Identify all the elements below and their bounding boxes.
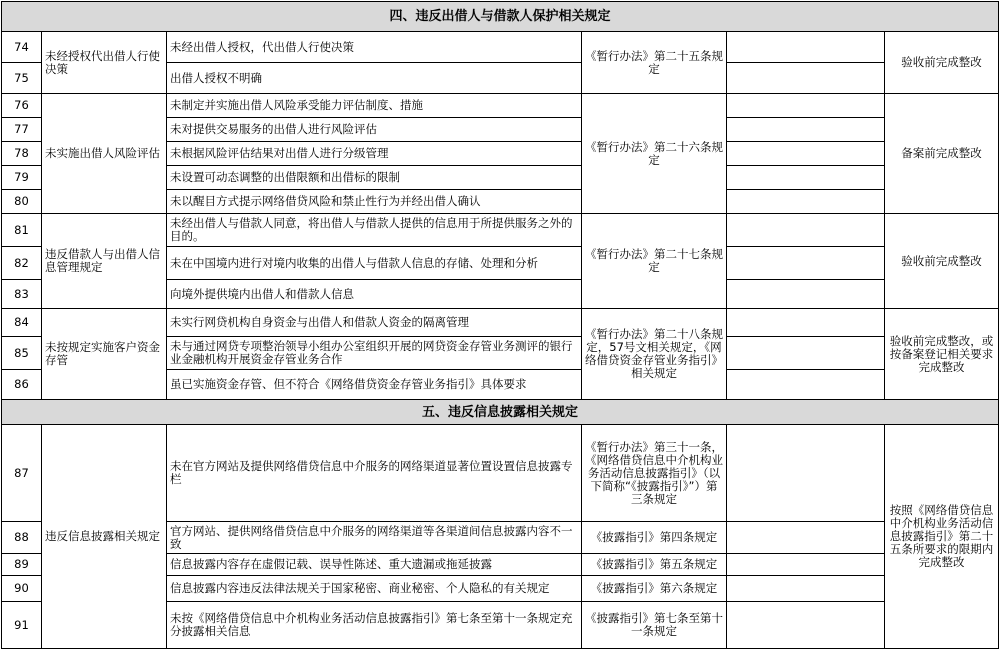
blank-cell [727,522,885,554]
blank-cell [727,142,885,166]
row-number: 75 [2,63,42,94]
basis-cell: 《披露指引》第四条规定 [582,522,727,554]
deadline-cell: 备案前完成整改 [885,94,999,214]
row-number: 77 [2,118,42,142]
description-cell: 信息披露内容违反法律法规关于国家秘密、商业秘密、个人隐私的有关规定 [167,576,582,602]
row-number: 76 [2,94,42,118]
description-cell: 官方网站、提供网络借贷信息中介服务的网络渠道等各渠道间信息披露内容不一致 [167,522,582,554]
description-cell: 未按《网络借贷信息中介机构业务活动信息披露指引》第七条至第十一条规定充分披露相关信息 [167,602,582,649]
description-cell: 虽已实施资金存管、但不符合《网络借贷资金存管业务指引》具体要求 [167,370,582,400]
table-body [2,2,999,649]
row-number: 86 [2,370,42,400]
blank-cell [727,602,885,649]
description-cell: 向境外提供境内出借人和借款人信息 [167,280,582,309]
basis-cell: 《披露指引》第五条规定 [582,554,727,576]
description-cell: 未在中国境内进行对境内收集的出借人与借款人信息的存储、处理和分析 [167,247,582,280]
basis-cell: 《暂行办法》第二十七条规定 [582,214,727,309]
row-number: 80 [2,190,42,214]
blank-cell [727,118,885,142]
category-cell: 违反信息披露相关规定 [42,425,167,649]
basis-cell: 《暂行办法》第二十六条规定 [582,94,727,214]
blank-cell [727,280,885,309]
row-number: 85 [2,337,42,370]
row-number: 78 [2,142,42,166]
category-cell: 未按规定实施客户资金存管 [42,309,167,400]
row-number: 88 [2,522,42,554]
blank-cell [727,214,885,247]
blank-cell [727,166,885,190]
description-cell: 未制定并实施出借人风险承受能力评估制度、措施 [167,94,582,118]
description-cell: 未经出借人授权，代出借人行使决策 [167,32,582,63]
blank-cell [727,32,885,63]
deadline-cell: 验收前完成整改 [885,32,999,94]
basis-cell: 《披露指引》第七条至第十一条规定 [582,602,727,649]
description-cell: 信息披露内容存在虚假记载、误导性陈述、重大遗漏或拖延披露 [167,554,582,576]
row-number: 81 [2,214,42,247]
basis-cell: 《暂行办法》第三十一条，《网络借贷信息中介机构业务活动信息披露指引》（以下简称“《披露指引》”）第三条规定 [582,425,727,522]
category-cell: 未实施出借人风险评估 [42,94,167,214]
blank-cell [727,63,885,94]
basis-cell: 《暂行办法》第二十八条规定，57号文相关规定，《网络借贷资金存管业务指引》相关规定 [582,309,727,400]
row-number: 83 [2,280,42,309]
deadline-cell: 验收前完成整改，或按备案登记相关要求完成整改 [885,309,999,400]
blank-cell [727,247,885,280]
row-number: 82 [2,247,42,280]
description-cell: 未实行网贷机构自身资金与出借人和借款人资金的隔离管理 [167,309,582,337]
description-cell: 未对提供交易服务的出借人进行风险评估 [167,118,582,142]
row-number: 87 [2,425,42,522]
category-cell: 未经授权代出借人行使决策 [42,32,167,94]
blank-cell [727,190,885,214]
description-cell: 未经出借人与借款人同意，将出借人与借款人提供的信息用于所提供服务之外的目的。 [167,214,582,247]
row-number: 90 [2,576,42,602]
blank-cell [727,554,885,576]
description-cell: 未根据风险评估结果对出借人进行分级管理 [167,142,582,166]
row-number: 84 [2,309,42,337]
blank-cell [727,337,885,370]
description-cell: 出借人授权不明确 [167,63,582,94]
blank-cell [727,309,885,337]
description-cell: 未设置可动态调整的出借限额和出借标的限制 [167,166,582,190]
description-cell: 未以醒目方式提示网络借贷风险和禁止性行为并经出借人确认 [167,190,582,214]
row-number: 91 [2,602,42,649]
basis-cell: 《暂行办法》第二十五条规定 [582,32,727,94]
row-number: 79 [2,166,42,190]
blank-cell [727,425,885,522]
section-title: 五、违反信息披露相关规定 [2,400,999,425]
row-number: 74 [2,32,42,63]
row-number: 89 [2,554,42,576]
regulation-table [1,1,999,649]
deadline-cell: 按照《网络借贷信息中介机构业务活动信息披露指引》第二十五条所要求的限期内完成整改 [885,425,999,649]
description-cell: 未与通过网贷专项整治领导小组办公室组织开展的网贷资金存管业务测评的银行业金融机构开展资金存管业务合作 [167,337,582,370]
basis-cell: 《披露指引》第六条规定 [582,576,727,602]
blank-cell [727,576,885,602]
description-cell: 未在官方网站及提供网络借贷信息中介服务的网络渠道显著位置设置信息披露专栏 [167,425,582,522]
category-cell: 违反借款人与出借人信息管理规定 [42,214,167,309]
blank-cell [727,370,885,400]
section-title: 四、违反出借人与借款人保护相关规定 [2,2,999,32]
deadline-cell: 验收前完成整改 [885,214,999,309]
blank-cell [727,94,885,118]
